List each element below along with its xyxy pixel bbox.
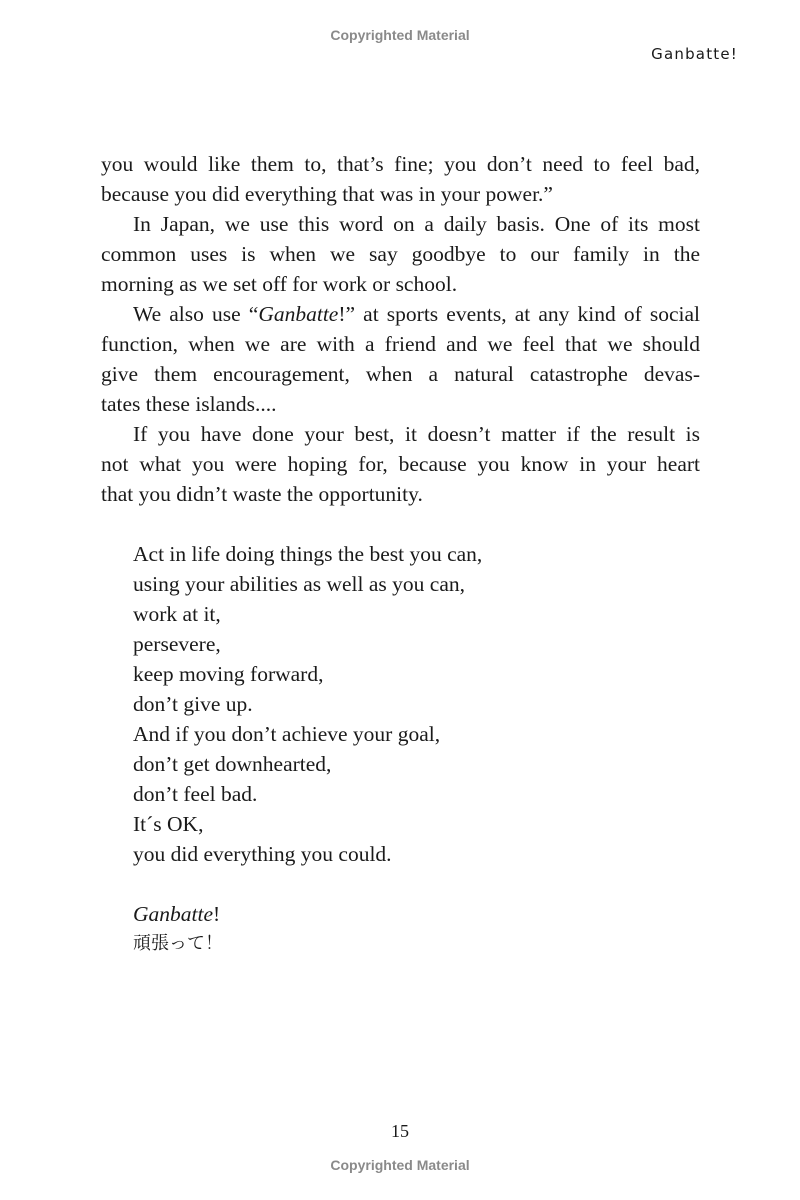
watermark-top: Copyrighted Material — [330, 27, 470, 43]
text-span: We also use “ — [133, 302, 259, 326]
text-line: common uses is when we say goodbye to our family in the — [101, 242, 700, 266]
text-line: because you did everything that was in your power.” — [101, 182, 553, 206]
text-line: In Japan, we use this word on a daily basis. One of its most — [133, 212, 700, 236]
text-span: !” at sports events, at any kind of social — [338, 302, 701, 326]
text-line: that you didn’t waste the opportunity. — [101, 482, 423, 506]
text-line: not what you were hoping for, because you know in your heart — [101, 452, 700, 476]
running-head: Ganbatte! — [651, 45, 738, 63]
text-line: morning as we set off for work or school. — [101, 272, 458, 296]
poem-line: persevere, — [133, 632, 221, 656]
poem-line: It´s OK, — [133, 812, 204, 836]
text-line: If you have done your best, it doesn’t matter if the result is — [133, 422, 700, 446]
italic-term: Ganbatte — [133, 902, 214, 926]
poem-line: you did everything you could. — [133, 842, 392, 866]
italic-term: Ganbatte — [258, 302, 339, 326]
paragraph — [101, 209, 700, 299]
poem-line: keep moving forward, — [133, 662, 324, 686]
poem — [101, 539, 700, 869]
text-line: you would like them to, that’s fine; you don’t need to feel bad, — [101, 152, 700, 176]
text-line: give them encouragement, when a natural catastrophe devas- — [101, 362, 700, 386]
poem-line: using your abilities as well as you can, — [133, 572, 465, 596]
poem-line: work at it, — [133, 602, 221, 626]
closing-ganbatte — [133, 902, 220, 926]
poem-line: And if you don’t achieve your goal, — [133, 722, 441, 746]
closing — [101, 899, 700, 959]
poem-line: don’t get downhearted, — [133, 752, 332, 776]
text-span: ! — [213, 902, 221, 926]
text-line — [101, 299, 700, 329]
poem-line: Act in life doing things the best you can, — [133, 542, 483, 566]
text-line: tates these islands.... — [101, 392, 277, 416]
body-text — [101, 149, 700, 959]
paragraph — [101, 419, 700, 509]
poem-line: don’t give up. — [133, 692, 253, 716]
closing-japanese: 頑張って！ — [133, 933, 223, 954]
text-line: function, when we are with a friend and we feel that we should — [101, 332, 700, 356]
watermark-bottom: Copyrighted Material — [330, 1157, 470, 1173]
paragraph — [101, 149, 700, 209]
poem-line: don’t feel bad. — [133, 782, 258, 806]
paragraph — [101, 299, 700, 419]
page-number: 15 — [391, 1121, 409, 1141]
